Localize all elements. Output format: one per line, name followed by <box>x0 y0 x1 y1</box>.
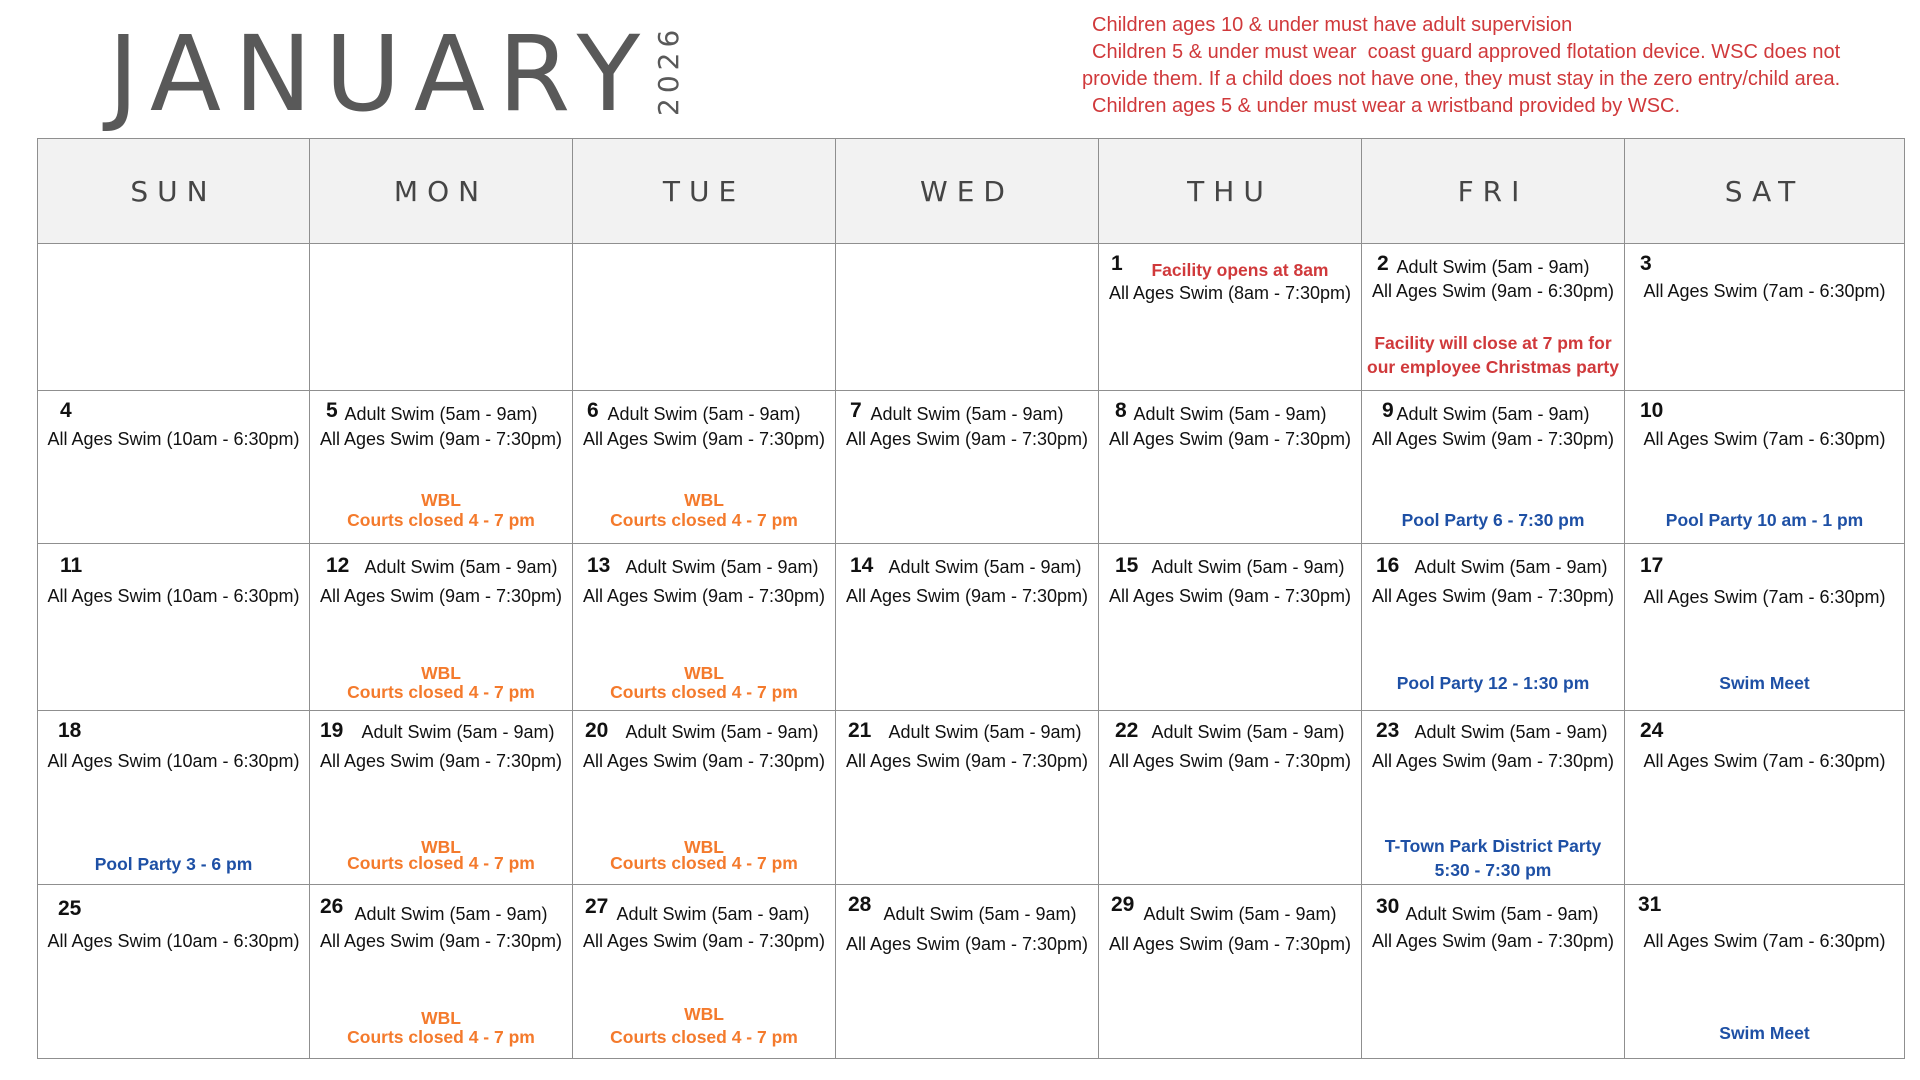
schedule-line: Adult Swim (5am - 9am) <box>888 557 1082 577</box>
schedule-line: All Ages Swim (9am - 7:30pm) <box>845 751 1089 771</box>
week-row <box>38 544 1905 711</box>
facility-note: Facility will close at 7 pm for <box>1374 333 1612 353</box>
empty-day-cell <box>38 244 310 391</box>
year-label: 2026 <box>652 24 685 116</box>
day-number: 23 <box>1376 719 1400 742</box>
schedule-line: All Ages Swim (8am - 7:30pm) <box>1108 283 1352 303</box>
schedule-line: All Ages Swim (7am - 6:30pm) <box>1643 931 1886 951</box>
schedule-line: All Ages Swim (9am - 7:30pm) <box>319 586 563 606</box>
pool-party-event: Pool Party 10 am - 1 pm <box>1665 510 1864 530</box>
day-cell-19[interactable] <box>310 711 573 885</box>
day-cell-12[interactable] <box>310 544 573 711</box>
day-number: 9 <box>1382 399 1394 422</box>
schedule-line: All Ages Swim (10am - 6:30pm) <box>47 429 300 449</box>
day-cell-8[interactable] <box>1099 391 1362 544</box>
calendar-grid <box>37 138 1905 1059</box>
day-number: 12 <box>326 554 350 577</box>
day-number: 16 <box>1376 554 1400 577</box>
week-row <box>38 885 1905 1059</box>
day-cell-7[interactable] <box>836 391 1099 544</box>
empty-day-cell <box>836 244 1099 391</box>
schedule-line: All Ages Swim (9am - 7:30pm) <box>319 751 563 771</box>
day-number: 18 <box>58 719 82 742</box>
schedule-line: Adult Swim (5am - 9am) <box>870 404 1064 424</box>
day-number: 25 <box>58 897 82 920</box>
day-number: 4 <box>60 399 72 422</box>
schedule-line: Adult Swim (5am - 9am) <box>1396 257 1590 277</box>
schedule-line: Adult Swim (5am - 9am) <box>344 404 538 424</box>
day-cell-11[interactable] <box>38 544 310 711</box>
month-title: JANUARY <box>108 13 654 135</box>
swim-meet-event: Swim Meet <box>1719 1023 1810 1043</box>
schedule-line: Adult Swim (5am - 9am) <box>1414 557 1608 577</box>
day-number: 15 <box>1115 554 1139 577</box>
wbl-event: WBL <box>684 837 724 857</box>
weekday-mon: MON <box>310 139 573 244</box>
schedule-line: All Ages Swim (9am - 7:30pm) <box>582 931 826 951</box>
day-cell-15[interactable] <box>1099 544 1362 711</box>
day-cell-31[interactable] <box>1625 885 1905 1059</box>
day-cell-26[interactable] <box>310 885 573 1059</box>
day-cell-4[interactable] <box>38 391 310 544</box>
schedule-line: All Ages Swim (9am - 7:30pm) <box>1108 586 1352 606</box>
schedule-line: All Ages Swim (10am - 6:30pm) <box>47 586 300 606</box>
weekday-thu: THU <box>1099 139 1362 244</box>
courts-closed: Courts closed 4 - 7 pm <box>610 682 798 702</box>
schedule-line: Adult Swim (5am - 9am) <box>361 722 555 742</box>
schedule-line: All Ages Swim (10am - 6:30pm) <box>47 931 300 951</box>
schedule-line: All Ages Swim (9am - 7:30pm) <box>582 429 826 449</box>
wbl-event: WBL <box>684 490 724 510</box>
week-row <box>38 391 1905 544</box>
empty-day-cell <box>310 244 573 391</box>
schedule-line: All Ages Swim (7am - 6:30pm) <box>1643 429 1886 449</box>
rule-supervision: Children ages 10 & under must have adult supervision <box>1092 14 1573 36</box>
day-number: 3 <box>1640 252 1652 275</box>
party-event: T-Town Park District Party <box>1384 836 1602 856</box>
weekday-tue: TUE <box>573 139 836 244</box>
weekday-header-row <box>38 139 1905 244</box>
schedule-line: All Ages Swim (9am - 7:30pm) <box>582 751 826 771</box>
schedule-line: Adult Swim (5am - 9am) <box>625 557 819 577</box>
schedule-line: All Ages Swim (9am - 7:30pm) <box>319 931 563 951</box>
schedule-line: Adult Swim (5am - 9am) <box>883 904 1077 924</box>
wbl-event: WBL <box>421 1008 461 1028</box>
day-number: 19 <box>320 719 344 742</box>
day-number: 5 <box>326 399 338 422</box>
day-cell-17[interactable] <box>1625 544 1905 711</box>
schedule-line: All Ages Swim (10am - 6:30pm) <box>47 751 300 771</box>
wbl-event: WBL <box>684 1004 724 1024</box>
courts-closed: Courts closed 4 - 7 pm <box>347 853 535 873</box>
day-number: 31 <box>1638 893 1662 916</box>
pool-party-event: Pool Party 6 - 7:30 pm <box>1401 510 1585 530</box>
schedule-line: All Ages Swim (7am - 6:30pm) <box>1643 587 1886 607</box>
day-cell-29[interactable] <box>1099 885 1362 1059</box>
day-number: 2 <box>1377 252 1389 275</box>
schedule-line: Adult Swim (5am - 9am) <box>625 722 819 742</box>
week-row <box>38 244 1905 391</box>
pool-party-event: Pool Party 12 - 1:30 pm <box>1396 673 1590 693</box>
rule-flotation-cont: provide them. If a child does not have one, they must stay in the zero entry/child area. <box>1082 68 1841 90</box>
day-number: 24 <box>1640 719 1664 742</box>
day-number: 14 <box>850 554 874 577</box>
wbl-event: WBL <box>421 837 461 857</box>
schedule-line: All Ages Swim (9am - 7:30pm) <box>1371 586 1615 606</box>
day-number: 6 <box>587 399 599 422</box>
schedule-line: All Ages Swim (9am - 7:30pm) <box>1108 751 1352 771</box>
day-cell-1[interactable] <box>1099 244 1362 391</box>
day-number: 21 <box>848 719 872 742</box>
day-cell-22[interactable] <box>1099 711 1362 885</box>
schedule-line: Adult Swim (5am - 9am) <box>1151 722 1345 742</box>
day-cell-30[interactable] <box>1362 885 1625 1059</box>
courts-closed: Courts closed 4 - 7 pm <box>610 853 798 873</box>
schedule-line: All Ages Swim (9am - 7:30pm) <box>845 429 1089 449</box>
day-number: 7 <box>850 399 862 422</box>
day-number: 26 <box>320 895 344 918</box>
day-cell-18[interactable] <box>38 711 310 885</box>
day-number: 22 <box>1115 719 1139 742</box>
day-cell-3[interactable] <box>1625 244 1905 391</box>
empty-day-cell <box>573 244 836 391</box>
schedule-line: Adult Swim (5am - 9am) <box>364 557 558 577</box>
day-number: 20 <box>585 719 609 742</box>
schedule-line: All Ages Swim (9am - 7:30pm) <box>1371 751 1615 771</box>
day-cell-28[interactable] <box>836 885 1099 1059</box>
day-number: 17 <box>1640 554 1664 577</box>
schedule-line: All Ages Swim (9am - 7:30pm) <box>582 586 826 606</box>
day-cell-6[interactable] <box>573 391 836 544</box>
weekday-wed: WED <box>836 139 1099 244</box>
party-event-time: 5:30 - 7:30 pm <box>1434 860 1552 880</box>
schedule-line: Adult Swim (5am - 9am) <box>1143 904 1337 924</box>
day-number: 1 <box>1111 252 1123 275</box>
schedule-line: All Ages Swim (9am - 7:30pm) <box>845 934 1089 954</box>
schedule-line: Adult Swim (5am - 9am) <box>1151 557 1345 577</box>
wbl-event: WBL <box>421 490 461 510</box>
courts-closed: Courts closed 4 - 7 pm <box>347 682 535 702</box>
day-cell-24[interactable] <box>1625 711 1905 885</box>
schedule-line: All Ages Swim (9am - 6:30pm) <box>1371 281 1615 301</box>
facility-note: Facility opens at 8am <box>1151 260 1329 280</box>
courts-closed: Courts closed 4 - 7 pm <box>610 510 798 530</box>
day-cell-21[interactable] <box>836 711 1099 885</box>
wbl-event: WBL <box>421 663 461 683</box>
day-cell-2[interactable] <box>1362 244 1625 391</box>
day-cell-13[interactable] <box>573 544 836 711</box>
day-cell-20[interactable] <box>573 711 836 885</box>
courts-closed: Courts closed 4 - 7 pm <box>347 510 535 530</box>
rule-wristband: Children ages 5 & under must wear a wristband provided by WSC. <box>1092 95 1681 117</box>
day-number: 30 <box>1376 895 1400 918</box>
schedule-line: Adult Swim (5am - 9am) <box>1133 404 1327 424</box>
day-cell-5[interactable] <box>310 391 573 544</box>
schedule-line: All Ages Swim (7am - 6:30pm) <box>1643 751 1886 771</box>
day-cell-25[interactable] <box>38 885 310 1059</box>
day-number: 10 <box>1640 399 1664 422</box>
day-cell-10[interactable] <box>1625 391 1905 544</box>
rule-flotation: Children 5 & under must wear coast guard approved flotation device. WSC does not <box>1092 41 1841 63</box>
day-number: 13 <box>587 554 611 577</box>
week-row <box>38 711 1905 885</box>
weekday-sat: SAT <box>1625 139 1905 244</box>
day-cell-9[interactable] <box>1362 391 1625 544</box>
courts-closed: Courts closed 4 - 7 pm <box>347 1027 535 1047</box>
schedule-line: Adult Swim (5am - 9am) <box>888 722 1082 742</box>
pool-rules <box>1082 12 1914 120</box>
schedule-line: Adult Swim (5am - 9am) <box>1396 404 1590 424</box>
day-number: 8 <box>1115 399 1127 422</box>
day-cell-27[interactable] <box>573 885 836 1059</box>
weekday-fri: FRI <box>1362 139 1625 244</box>
schedule-line: All Ages Swim (7am - 6:30pm) <box>1643 281 1886 301</box>
weekday-sun: SUN <box>38 139 310 244</box>
day-cell-16[interactable] <box>1362 544 1625 711</box>
schedule-line: Adult Swim (5am - 9am) <box>354 904 548 924</box>
day-number: 27 <box>585 895 609 918</box>
schedule-line: All Ages Swim (9am - 7:30pm) <box>845 586 1089 606</box>
schedule-line: All Ages Swim (9am - 7:30pm) <box>1371 931 1615 951</box>
swim-meet-event: Swim Meet <box>1719 673 1810 693</box>
schedule-line: Adult Swim (5am - 9am) <box>607 404 801 424</box>
day-number: 28 <box>848 893 872 916</box>
schedule-line: All Ages Swim (9am - 7:30pm) <box>1108 429 1352 449</box>
schedule-line: All Ages Swim (9am - 7:30pm) <box>319 429 563 449</box>
day-cell-23[interactable] <box>1362 711 1625 885</box>
schedule-line: Adult Swim (5am - 9am) <box>1414 722 1608 742</box>
schedule-line: Adult Swim (5am - 9am) <box>616 904 810 924</box>
pool-party-event: Pool Party 3 - 6 pm <box>94 854 253 874</box>
courts-closed: Courts closed 4 - 7 pm <box>610 1027 798 1047</box>
day-cell-14[interactable] <box>836 544 1099 711</box>
wbl-event: WBL <box>684 663 724 683</box>
schedule-line: All Ages Swim (9am - 7:30pm) <box>1371 429 1615 449</box>
day-number: 11 <box>60 554 83 577</box>
schedule-line: All Ages Swim (9am - 7:30pm) <box>1108 934 1352 954</box>
facility-note: our employee Christmas party <box>1367 357 1619 377</box>
schedule-line: Adult Swim (5am - 9am) <box>1405 904 1599 924</box>
day-number: 29 <box>1111 893 1135 916</box>
